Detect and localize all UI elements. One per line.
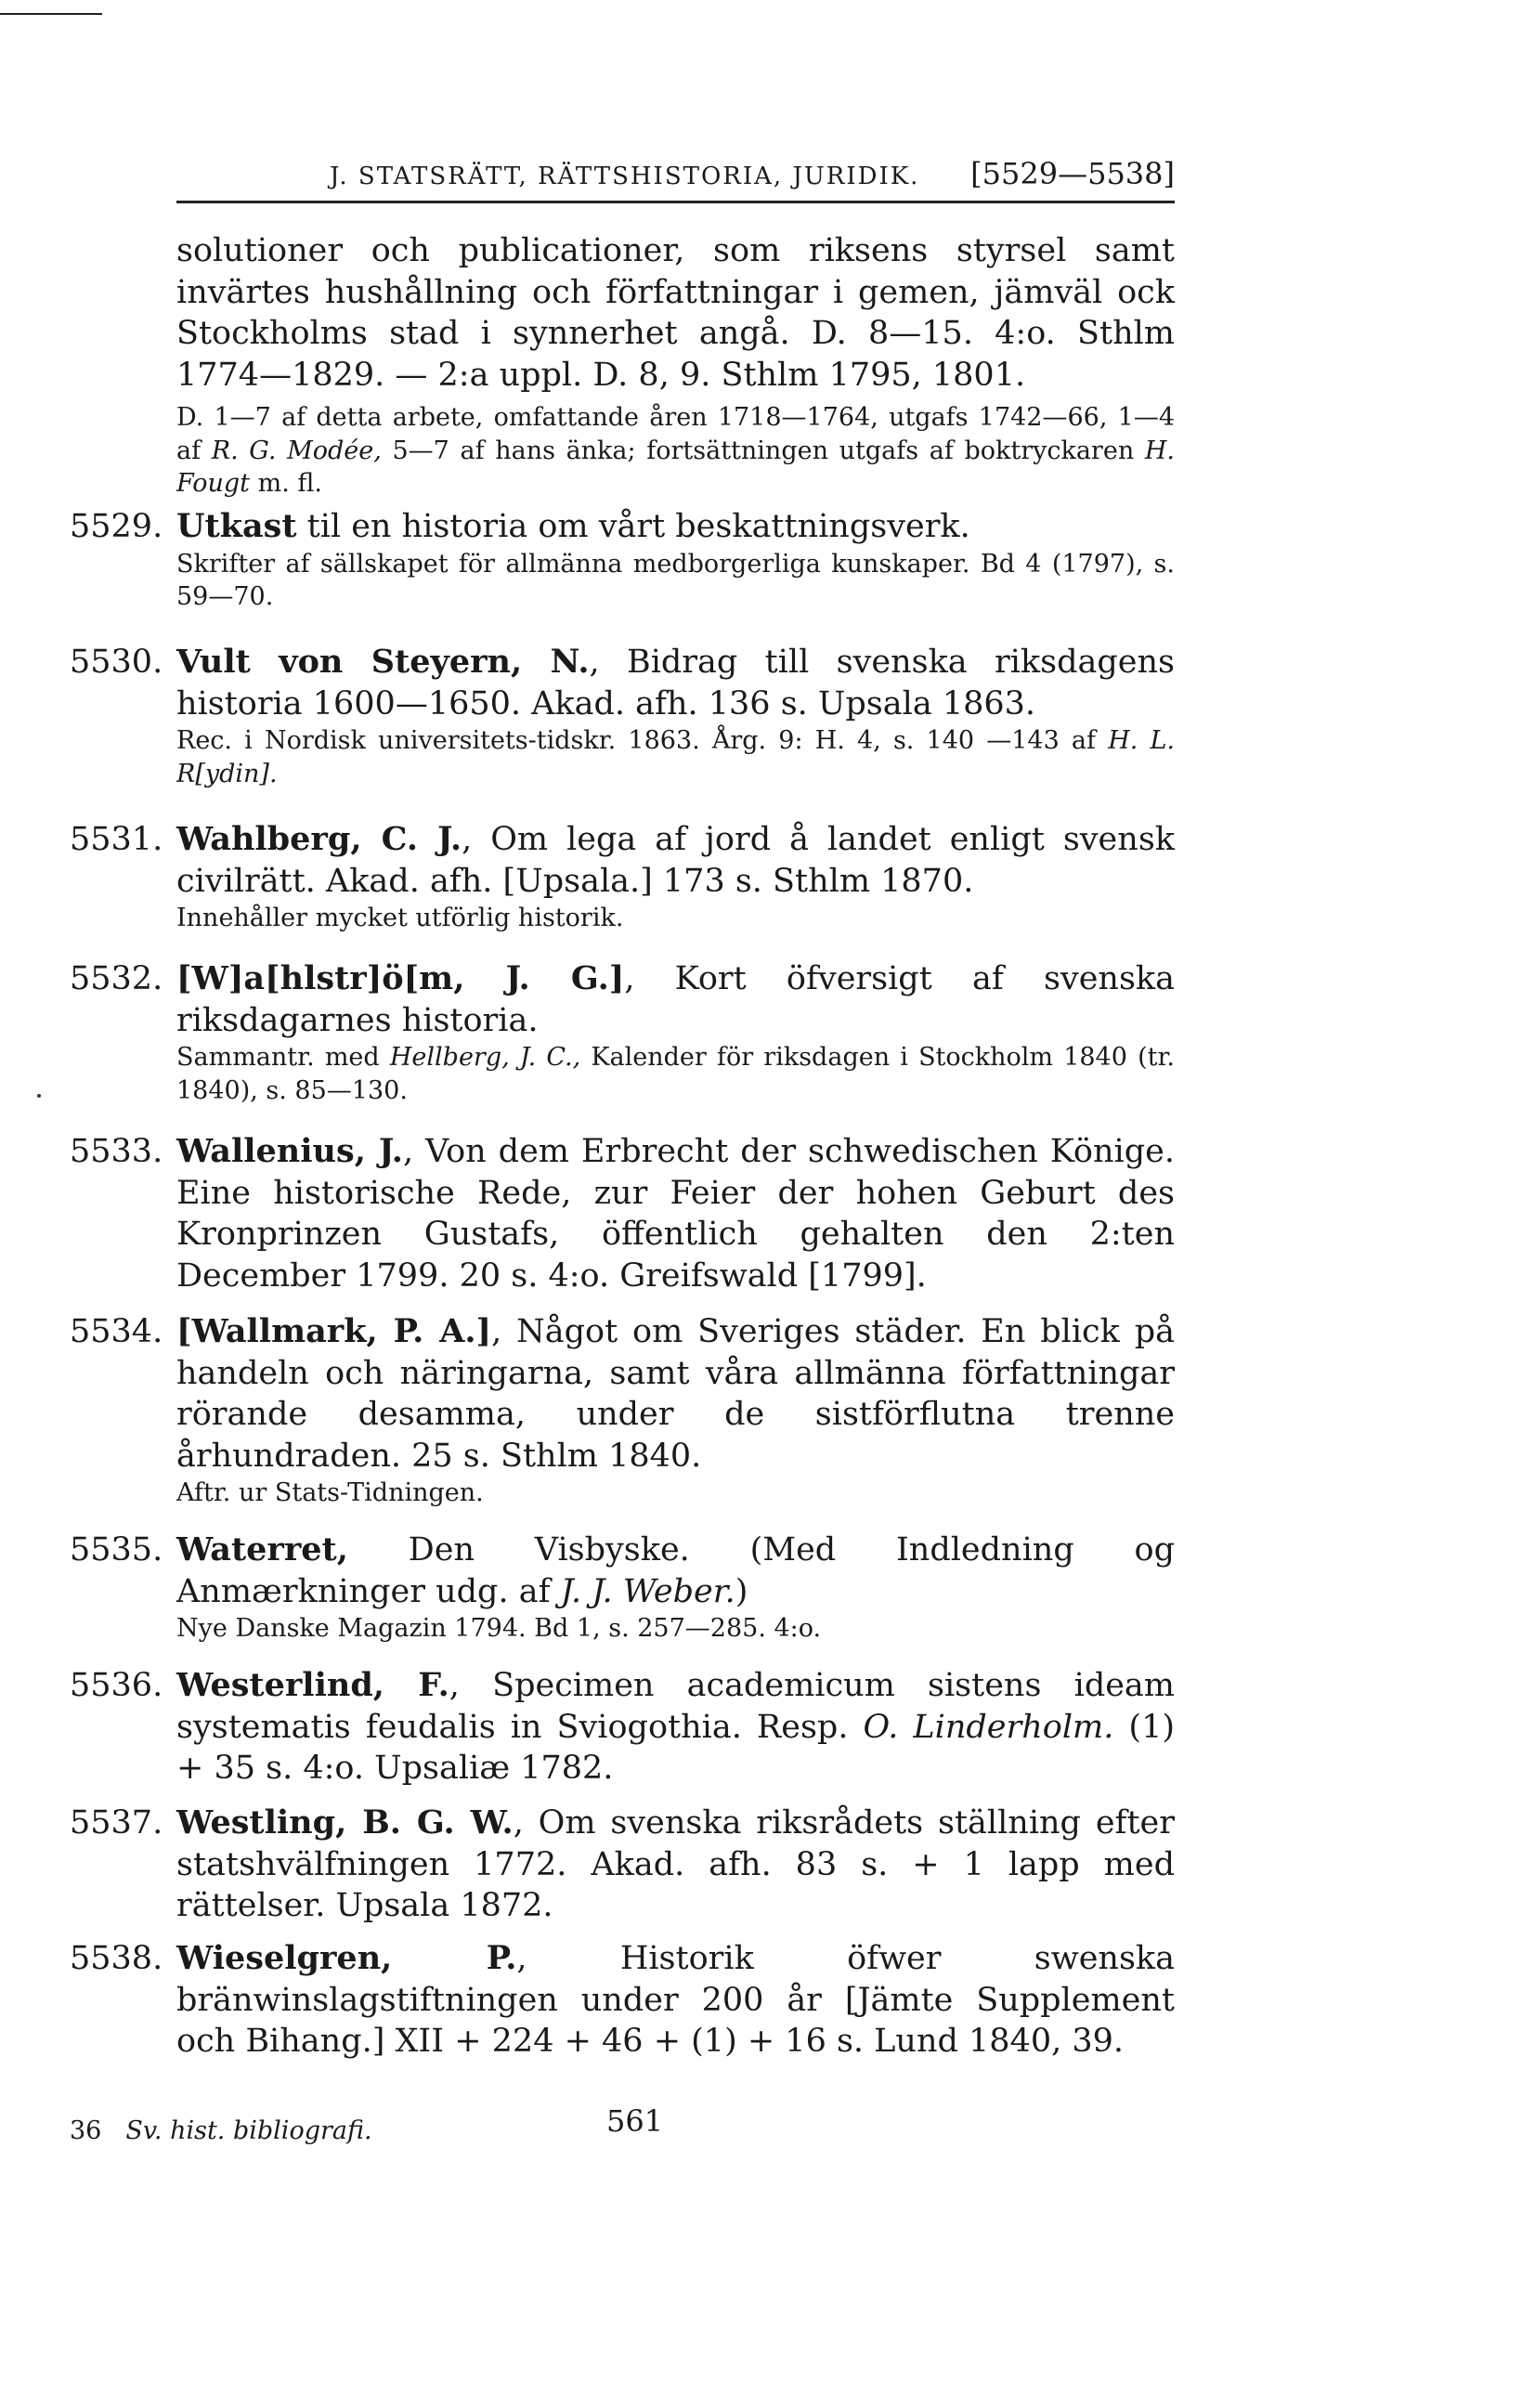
entry-text: Westerlind, F., Specimen academicum sistens ideam systematis feudalis in Sviogothia. Resp. O. Linderholm. (1) + 35 s. 4:o. Upsaliæ 1782. <box>176 1666 1175 1788</box>
entry-author: Wallenius, J. <box>176 1132 403 1170</box>
entry-number: 5533. <box>70 1133 163 1170</box>
entry-number: 5535. <box>70 1531 163 1568</box>
entry-5529 <box>70 506 1175 614</box>
entry-note: Sammantr. med Hellberg, J. C., Kalender för riksdagen i Stockholm 1840 (tr. 1840), s. 85—130. <box>176 1043 1175 1105</box>
signature-title: Sv. hist. bibliografi. <box>125 2116 372 2145</box>
entry-text: Vult von Steyern, N., Bidrag till svenska riksdagens historia 1600—1650. Akad. afh. 136 s. Upsala 1863. <box>176 643 1175 722</box>
entry-number: 5537. <box>70 1804 163 1842</box>
entry-author: Westerlind, F. <box>176 1666 449 1704</box>
entry-author: Wieselgren, P. <box>176 1939 517 1977</box>
signature-number: 36 <box>70 2116 102 2145</box>
header-section: J. STATSRÄTT, RÄTTSHISTORIA, JURIDIK. <box>330 163 920 190</box>
entry-5530 <box>70 642 1175 790</box>
entry-note: Aftr. ur Stats-Tidningen. <box>176 1478 484 1508</box>
entry-text: Utkast til en historia om vårt beskattningsverk. <box>176 507 970 545</box>
entry-text: Wallenius, J., Von dem Erbrecht der schwedischen Könige. Eine historische Rede, zur Feier der hohen Geburt des Kronprinzen Gustafs, öffentlich gehalten den 2:ten December 1799. 20 s. 4:o. Greifswald [1799]. <box>176 1132 1175 1295</box>
entry-note: Nye Danske Magazin 1794. Bd 1, s. 257—285. 4:o. <box>176 1614 822 1644</box>
entry-author: Utkast <box>176 507 297 545</box>
entry-5532 <box>70 958 1175 1107</box>
entry-5538 <box>70 1938 1175 2063</box>
continued-entry <box>176 230 1175 501</box>
entry-number: 5530. <box>70 644 163 681</box>
page-footer <box>70 2103 1175 2159</box>
entry-5535 <box>70 1529 1175 1646</box>
entry-number: 5534. <box>70 1313 163 1350</box>
page-number: 561 <box>606 2103 664 2139</box>
header-rule <box>176 201 1175 203</box>
entry-text: Westling, B. G. W., Om svenska riksrådets ställning efter statshvälfningen 1772. Akad. afh. 83 s. + 1 lapp med rättelser. Upsala 1872. <box>176 1803 1175 1925</box>
entry-text: Wieselgren, P., Historik öfwer swenska bränwinslagstiftningen under 200 år [Jämte Supplement och Bihang.] XII + 224 + 46 + (1) + 16 s. Lund 1840, 39. <box>176 1939 1175 2061</box>
entry-text: [W]a[hlstr]ö[m, J. G.], Kort öfversigt af svenska riksdagarnes historia. <box>176 959 1175 1039</box>
entry-author: Waterret, <box>176 1530 348 1568</box>
entry-author: [W]a[hlstr]ö[m, J. G.] <box>176 959 625 997</box>
entry-author: Vult von Steyern, N. <box>176 643 590 681</box>
entry-text: Waterret, Den Visbyske. (Med Indledning og Anmærkninger udg. af J. J. Weber.) <box>176 1530 1175 1610</box>
entry-text: Wahlberg, C. J., Om lega af jord å landet enligt svensk civilrätt. Akad. afh. [Upsala.] 173 s. Sthlm 1870. <box>176 820 1175 900</box>
entry-5536 <box>70 1665 1175 1790</box>
entry-text: [Wallmark, P. A.], Något om Sveriges städer. En blick på handeln och näringarna, samt våra allmänna författningar rörande desamma, under de sistförflutna trenne århundraden. 25 s. Sthlm 1840. <box>176 1312 1175 1475</box>
entry-number: 5531. <box>70 821 163 858</box>
signature-mark <box>70 2116 372 2145</box>
running-header <box>176 156 1175 191</box>
entry-author: Westling, B. G. W. <box>176 1803 514 1842</box>
entry-number: 5532. <box>70 960 163 997</box>
entry-note: Skrifter af sällskapet för allmänna medborgerliga kunskaper. Bd 4 (1797), s. 59—70. <box>176 549 1175 612</box>
entry-author: Wahlberg, C. J. <box>176 820 462 858</box>
top-rule <box>0 13 102 15</box>
entry-5534 <box>70 1311 1175 1510</box>
entry-5533 <box>70 1131 1175 1296</box>
continued-text: solutioner och publicationer, som riksens styrsel samt invärtes hushållning och författningar i gemen, jämväl ock Stockholms stad i synnerhet angå. D. 8—15. 4:o. Sthlm 1774—1829. — 2:a uppl. D. 8, 9. Sthlm 1795, 1801. <box>176 232 1175 394</box>
entry-author: [Wallmark, P. A.] <box>176 1312 492 1350</box>
entry-5531 <box>70 819 1175 935</box>
entry-note: Innehåller mycket utförlig historik. <box>176 904 624 933</box>
entry-number: 5538. <box>70 1940 163 1977</box>
entry-note: Rec. i Nordisk universitets-tidskr. 1863. Årg. 9: H. 4, s. 140 —143 af H. L. R[ydin]. <box>176 726 1175 788</box>
entry-number: 5536. <box>70 1667 163 1704</box>
continued-note: D. 1—7 af detta arbete, omfattande åren 1718—1764, utgafs 1742—66, 1—4 af R. G. Modée, 5—7 af hans änka; fortsättningen utgafs af boktryckaren H. Fougt m. fl. <box>176 403 1175 499</box>
entry-5537 <box>70 1803 1175 1927</box>
header-range: [5529—5538] <box>970 156 1175 191</box>
entry-number: 5529. <box>70 508 163 545</box>
print-speck <box>37 1094 41 1098</box>
